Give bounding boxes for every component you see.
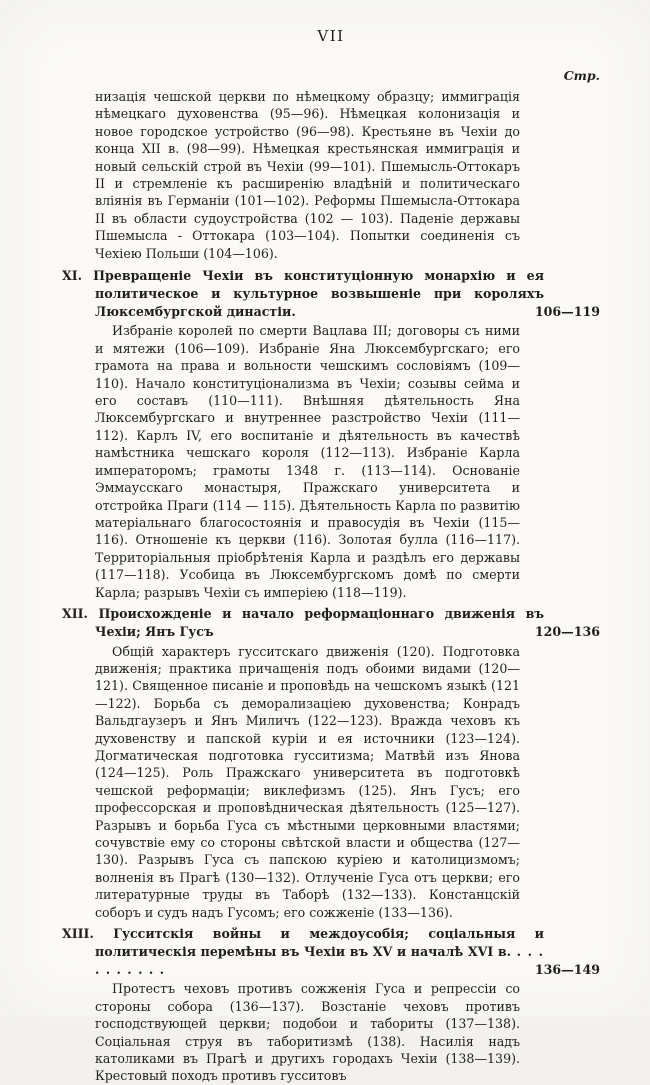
toc-entry-xiii [62,925,600,1085]
chapter-pages: 106—119 [534,303,600,319]
chapter-annotation: Общій характеръ гусситскаго движенія (120). Подготовка движенія; практика причащенія подъ обоими видами (120—121). Священное писаніе и проповѣдь на чешскомъ языкѣ (121—122). Борьба съ деморализаціею духовенства; Конрадъ Вальдгаузеръ и Янъ Миличъ (122—123). Вражда чеховъ къ духовенству и папской куріи и ея источники (123—124). Догматическая подготовка гусситизма; Матвѣй изъ Янова (124—125). Роль Пражскаго университета въ подготовкѣ чешской реформаціи; виклефизмъ (125). Янъ Гусъ; его профессорская и проповѣдническая дѣятельность (125—127). Разрывъ и борьба Гуса съ мѣстными церковными властями; сочувствіе ему со стороны свѣтской власти и общества (127—130). Разрывъ Гуса съ папскою куріею и католицизмомъ; волненія въ Прагѣ (130—132). Отлученіе Гуса отъ церкви; его литературные труды въ Таборѣ (132—133). Констанцскій соборъ и судъ надъ Гусомъ; его сожженіе (133—136). [95,643,520,920]
chapter-pages: 120—136 [534,623,600,639]
chapter-numeral: XII. [62,605,88,621]
chapter-heading [62,267,600,320]
continuation-paragraph: низація чешской церкви по нѣмецкому образцу; иммиграція нѣмецкаго духовенства (95—96). Нѣмецкая колонизація и новое городское устройство (96—98). Крестьяне въ Чехіи до конца XII в. (98—99). Нѣмецкая крестьянская иммиграція и новый сельскій строй въ Чехіи (99—101). Пшемысль-Оттокаръ II и стремленіе къ расширенію владѣній и политическаго вліянія въ Германіи (101—102). Реформы Пшемысла-Оттокара II въ области судоустройства (102 — 103). Паденіе державы Пшемысла - Оттокара (103—104). Попытки соединенія съ Чехіею Польши (104—106). [95,89,520,261]
page-folio: VII [317,27,345,45]
chapter-numeral: XI. [62,268,83,284]
chapter-heading [62,925,600,978]
chapter-annotation: Протестъ чеховъ противъ сожженія Гуса и репрессіи со стороны собора (136—137). Возстаніе чеховъ противъ господствующей церкви; подобои и табориты (137—138). Соціальная струя въ таборитизмѣ (138). Насилія надъ католиками въ Прагѣ и другихъ городахъ Чехіи (138—139). Крестовый походъ противъ гусситовъ [95,981,520,1084]
chapter-title: Происхожденіе и начало реформаціоннаго движенія въ Чехіи; Янъ Гусъ [95,605,544,639]
chapter-heading [62,605,600,641]
dot-leaders: . . . . . . . . . . [95,943,544,977]
chapter-title: Превращеніе Чехіи въ конституціонную монархію и ея политическое и культурное возвышеніе при короляхъ Люксембургской династіи. [93,268,544,319]
chapter-annotation: Избраніе королей по смерти Вацлава III; договоры съ ними и мятежи (106—109). Избраніе Яна Люксембургскаго; его грамота на права и вольности чешскимъ сословіямъ (109—110). Начало конституціонализма въ Чехіи; созывы сейма и его составъ (110—111). Внѣшняя дѣятельность Яна Люксембургскаго и внутреннее разстройство Чехіи (111—112). Карлъ IV, его воспитаніе и дѣятельность въ качествѣ намѣстника чешскаго короля (112—113). Избраніе Карла императоромъ; грамоты 1348 г. (113—114). Основаніе Эммаусскаго монастыря, Пражскаго университета и отстройка Праги (114 — 115). Дѣятельность Карла по развитію матеріальнаго благосостоянія и правосудія въ Чехіи (115—116). Отношеніе къ церкви (116). Золотая булла (116—117). Территоріальныя пріобрѣтенія Карла и раздѣлъ его державы (117—118). Усобица въ Люксембургскомъ домѣ по смерти Карла; разрывъ Чехіи съ имперіею (118—119). [95,323,520,600]
chapter-pages: 136—149 [534,961,600,977]
toc-entry-xii [62,605,600,921]
chapter-title: Гусситскія войны и междоусобія; соціальныя и политическія перемѣны въ Чехіи въ XV и началѣ XVI в. [95,926,544,959]
pages-column-label: Стр. [563,68,600,83]
chapter-numeral: XIII. [62,926,94,942]
toc-entry-xi [62,267,600,601]
